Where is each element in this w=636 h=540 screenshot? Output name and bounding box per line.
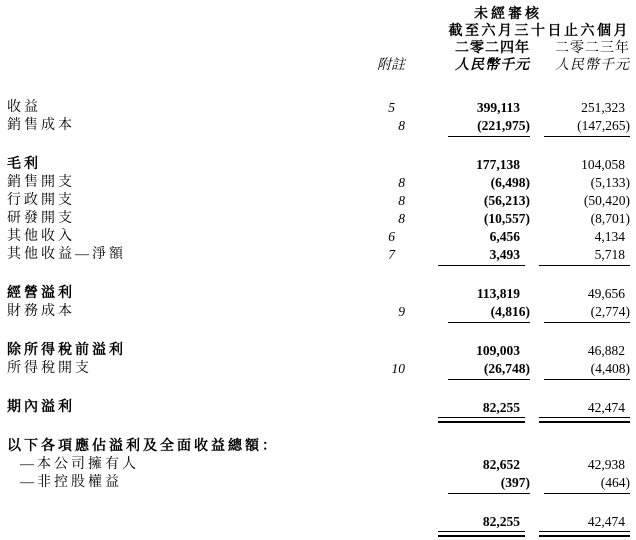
table-row: [7, 156, 630, 174]
year-2023-label: 二零二三年: [555, 41, 630, 56]
row-note: [349, 399, 395, 417]
row-label: 除所得稅前溢利: [7, 343, 126, 358]
spacer-row: [7, 264, 630, 285]
row-note: 8: [398, 211, 405, 226]
table-row: [7, 228, 630, 246]
row-label: 以下各項應佔溢利及全面收益總額：: [7, 439, 279, 454]
row-label: 所得稅開支: [7, 361, 92, 376]
year-2024-label: 二零二四年: [455, 41, 530, 56]
row-value-2024: (26,748): [448, 360, 530, 378]
table-row: [7, 99, 630, 117]
row-note: 10: [391, 361, 405, 376]
row-value-2023: 4,134: [594, 229, 625, 244]
row-note: [349, 456, 395, 474]
row-value-2023: (5,133): [590, 175, 630, 190]
row-value-2024: (6,498): [490, 175, 530, 190]
row-note: [349, 156, 395, 174]
row-note: 5: [388, 100, 395, 115]
row-value-2023: [544, 438, 630, 456]
row-value-2023: (50,420): [583, 193, 630, 208]
header-line-unaudited: [7, 6, 630, 23]
table-row: [7, 513, 630, 531]
table-row: [7, 342, 630, 360]
row-label: 銷售成本: [7, 118, 75, 133]
row-value-2024: 82,255: [438, 513, 525, 531]
row-note: 8: [398, 118, 405, 133]
row-value-2024: 6,456: [489, 229, 520, 244]
row-label: 期內溢利: [7, 400, 75, 415]
currency-unit-2023-label: 人民幣千元: [555, 58, 630, 73]
currency-unit-2024-label: 人民幣千元: [455, 58, 530, 73]
row-value-2024: (10,557): [483, 211, 530, 226]
row-value-2023: 42,474: [539, 513, 630, 531]
table-row: [7, 438, 630, 456]
row-value-2024: (397): [448, 474, 530, 492]
table-row: [7, 360, 630, 378]
spacer-row: [7, 378, 630, 399]
header-line-years: [7, 40, 630, 57]
row-value-2024: 177,138: [476, 157, 520, 172]
row-note: [349, 513, 395, 531]
notes-column-label: 附註: [377, 58, 405, 73]
row-value-2024: (56,213): [483, 193, 530, 208]
row-value-2023: (147,265): [544, 117, 630, 135]
row-value-2023: 104,058: [581, 157, 625, 172]
spacer-row: [7, 135, 630, 156]
table-header: [7, 6, 630, 74]
row-value-2023: 251,323: [581, 100, 625, 115]
row-note: 7: [388, 247, 395, 262]
row-note: 6: [388, 229, 395, 244]
header-line-units: [7, 57, 630, 74]
row-note: [349, 285, 395, 303]
row-label: —非控股權益: [20, 475, 122, 490]
row-value-2024: 109,003: [476, 343, 520, 358]
row-value-2024: (221,975): [448, 117, 530, 135]
row-value-2023: (2,774): [544, 303, 630, 321]
row-value-2024: 3,493: [438, 246, 525, 264]
row-note: [349, 342, 395, 360]
spacer-cell: [7, 57, 359, 74]
row-label: 研發開支: [7, 211, 75, 226]
row-value-2023: 49,656: [587, 286, 625, 301]
spacer-row: [7, 492, 630, 513]
row-value-2024: 82,255: [438, 399, 525, 417]
spacer-cell: [359, 40, 405, 57]
row-note: [359, 438, 405, 456]
row-value-2024: 82,652: [482, 457, 520, 472]
statement-rows: [7, 99, 630, 531]
row-value-2024: (4,816): [448, 303, 530, 321]
row-value-2023: (4,408): [544, 360, 630, 378]
row-note: [359, 474, 405, 492]
table-row: [7, 246, 630, 264]
row-note: 9: [398, 304, 405, 319]
table-row: [7, 456, 630, 474]
row-label: 銷售開支: [7, 175, 75, 190]
table-row: [7, 303, 630, 321]
period-label: 截至六月三十日止六個月: [448, 24, 630, 39]
row-label: 毛利: [7, 157, 41, 172]
row-note: 8: [398, 193, 405, 208]
table-row: [7, 117, 630, 135]
table-row: [7, 174, 630, 192]
row-label: 經營溢利: [7, 286, 75, 301]
row-value-2024: [448, 438, 530, 456]
row-value-2024: 113,819: [476, 286, 520, 301]
spacer-row: [7, 417, 630, 438]
row-label: [7, 513, 349, 531]
table-row: [7, 210, 630, 228]
row-value-2023: (8,701): [590, 211, 630, 226]
unaudited-label: 未經審核: [474, 7, 542, 22]
table-row: [7, 474, 630, 492]
row-label: 其他收益—淨額: [7, 247, 126, 262]
row-label: 收益: [7, 100, 41, 115]
row-value-2024: 399,113: [476, 100, 520, 115]
row-value-2023: 42,474: [539, 399, 630, 417]
row-value-2023: 42,938: [587, 457, 625, 472]
row-label: —本公司擁有人: [20, 457, 139, 472]
table-row: [7, 192, 630, 210]
header-line-period: [7, 23, 630, 40]
row-value-2023: (464): [544, 474, 630, 492]
row-note: 8: [398, 175, 405, 190]
table-row: [7, 285, 630, 303]
spacer-cell: [7, 40, 359, 57]
row-label: 財務成本: [7, 304, 75, 319]
row-label: 行政開支: [7, 193, 75, 208]
spacer-row: [7, 321, 630, 342]
row-value-2023: 46,882: [587, 343, 625, 358]
row-value-2023: 5,718: [539, 246, 630, 264]
table-row: [7, 399, 630, 417]
row-label: 其他收入: [7, 229, 75, 244]
